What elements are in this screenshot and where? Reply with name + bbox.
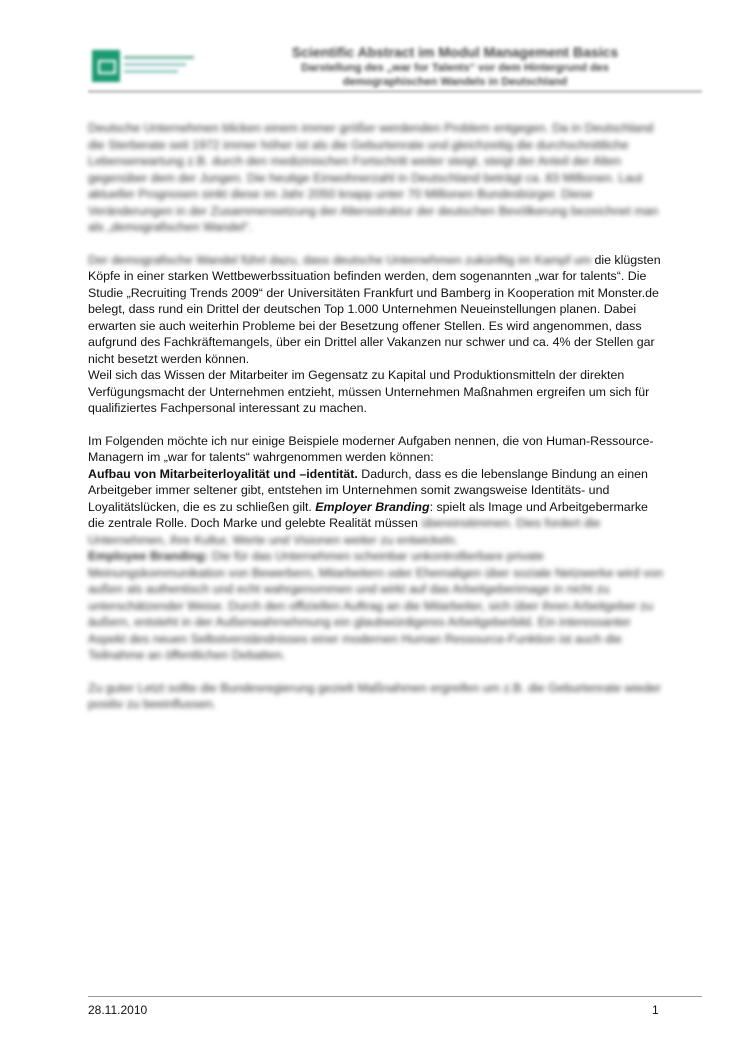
employee-branding-text: Die für das Unternehmen scheinbar unkontrollierbare private Meinungskommunikation von Bewerbern, Mitarbeitern oder Ehemaligen über soziale Netzwerke wird von außen als authentisch und echt wahrgenommen und wirkt auf das Arbeitgeberimage in nicht zu unterschätzender Weise. Durch den offiziellen Auftrag an die Mitarbeiter, sich über ihren Arbeitgeber zu äußern, entsteht in der Außenwahrnehmung ein glaubwürdigeres Arbeitgeberbild. Ein interessanter Aspekt des neuen Selbstverständnisses einer modernen Human Ressource-Funktion ist auch die Teilnahme an öffentlichen Debatten. — [88, 549, 664, 662]
paragraph-war-for-talents — [88, 252, 664, 368]
footer-date: 28.11.2010 — [88, 1003, 148, 1017]
paragraph-employee-branding — [88, 548, 664, 664]
document-title: Scientific Abstract im Modul Management Basics — [291, 44, 619, 60]
document-subtitle-line1: Darstellung des „war for Talents“ vor dem Hintergrund des — [301, 62, 609, 74]
header-divider — [88, 90, 702, 93]
heading-employee-branding: Employee Branding: — [88, 549, 209, 563]
page-number: 1 — [652, 1003, 659, 1017]
employer-branding-text: : spielt als Image und Arbeitgebermarke die zentrale Rolle. Doch Marke und gelebte Realität müssen — [88, 499, 648, 530]
paragraph-knowledge: Weil sich das Wissen der Mitarbeiter im Gegensatz zu Kapital und Produktionsmitteln der direkten Verfügungsmacht der Unternehmen entzieht, müssen Unternehmen Maßnahmen ergreifen um sich für qualifiziertes Fachpersonal interessant zu machen. — [88, 368, 650, 415]
heading-loyalty: Aufbau von Mitarbeiterloyalität und –identität. — [88, 466, 358, 481]
paragraph-war-for-talents-blurred: Der demografische Wandel führt dazu, dass deutsche Unternehmen zukünftig im Kampf um — [88, 252, 591, 267]
paragraph-war-for-talents-text: die klügsten Köpfe in einer starken Wettbewerbssituation befinden werden, dem sogenannten „war for talents“. Die Studie „Recruiting Trends 2009“ der Universitäten Frankfurt und Bamberg in Kooperation mit Monster.de belegt, dass rund ein Drittel der deutschen Top 1.000 Unternehmen Neueinstellungen planen. Dabei erwarten sie auch weiterhin Probleme bei der Besetzung offener Stellen. Es wird angenommen, dass aufgrund des Fachkräftemangels, über ein Drittel aller Vakanzen nur schwer und ca. 4% der Stellen gar nicht besetzt werden können. — [88, 252, 661, 366]
employer-branding-text-blurred: übereinstimmen. Dies fordert die Unternehmen, ihre Kultur, Werte und Visionen weiter zu entwickeln. — [88, 516, 601, 547]
footer-divider — [88, 996, 702, 997]
loyalty-text: Dadurch, dass es die lebenslange Bindung an einen Arbeitgeber immer seltener gibt, entstehen im Unternehmen somit zwangsweise Identitäts- und Loyalitätslücken, die es zu schließen gilt. — [88, 466, 648, 514]
paragraph-examples-intro: Im Folgenden möchte ich nur einige Beispiele moderner Aufgaben nennen, die von Human-Ressource-Managern im „war for talents“ wahrgenommen werden können: — [88, 433, 654, 464]
document-body — [88, 120, 664, 713]
paragraph-loyalty — [88, 466, 664, 549]
document-subtitle-line2: demographischen Wandels in Deutschland — [342, 76, 568, 88]
institution-logo-icon — [92, 50, 202, 84]
document-header — [210, 44, 700, 89]
paragraph-intro: Deutsche Unternehmen blicken einem immer größer werdenden Problem entgegen. Da in Deutschland die Sterberate seit 1972 immer höher ist als die Geburtenrate und gleichzeitig die durchschnittliche Lebenserwartung z.B. durch den medizinischen Fortschritt weiter steigt, steigt der Anteil der Alten gegenüber dem der Jungen. Die heutige Einwohnerzahl in Deutschland beträgt ca. 83 Millionen. Laut aktueller Prognosen sinkt diese im Jahr 2050 knapp unter 70 Millionen Bundesbürger. Diese Veränderungen in der Zusammensetzung der Altersstruktur der deutschen Bevölkerung bezeichnet man als „demografischen Wandel“. — [88, 121, 659, 234]
paragraph-conclusion: Zu guter Letzt sollte die Bundesregierung gezielt Maßnahmen ergreifen um z.B. die Geburtenrate wieder positiv zu beeinflussen. — [88, 680, 662, 711]
heading-employer-branding: Employer Branding — [315, 499, 430, 514]
